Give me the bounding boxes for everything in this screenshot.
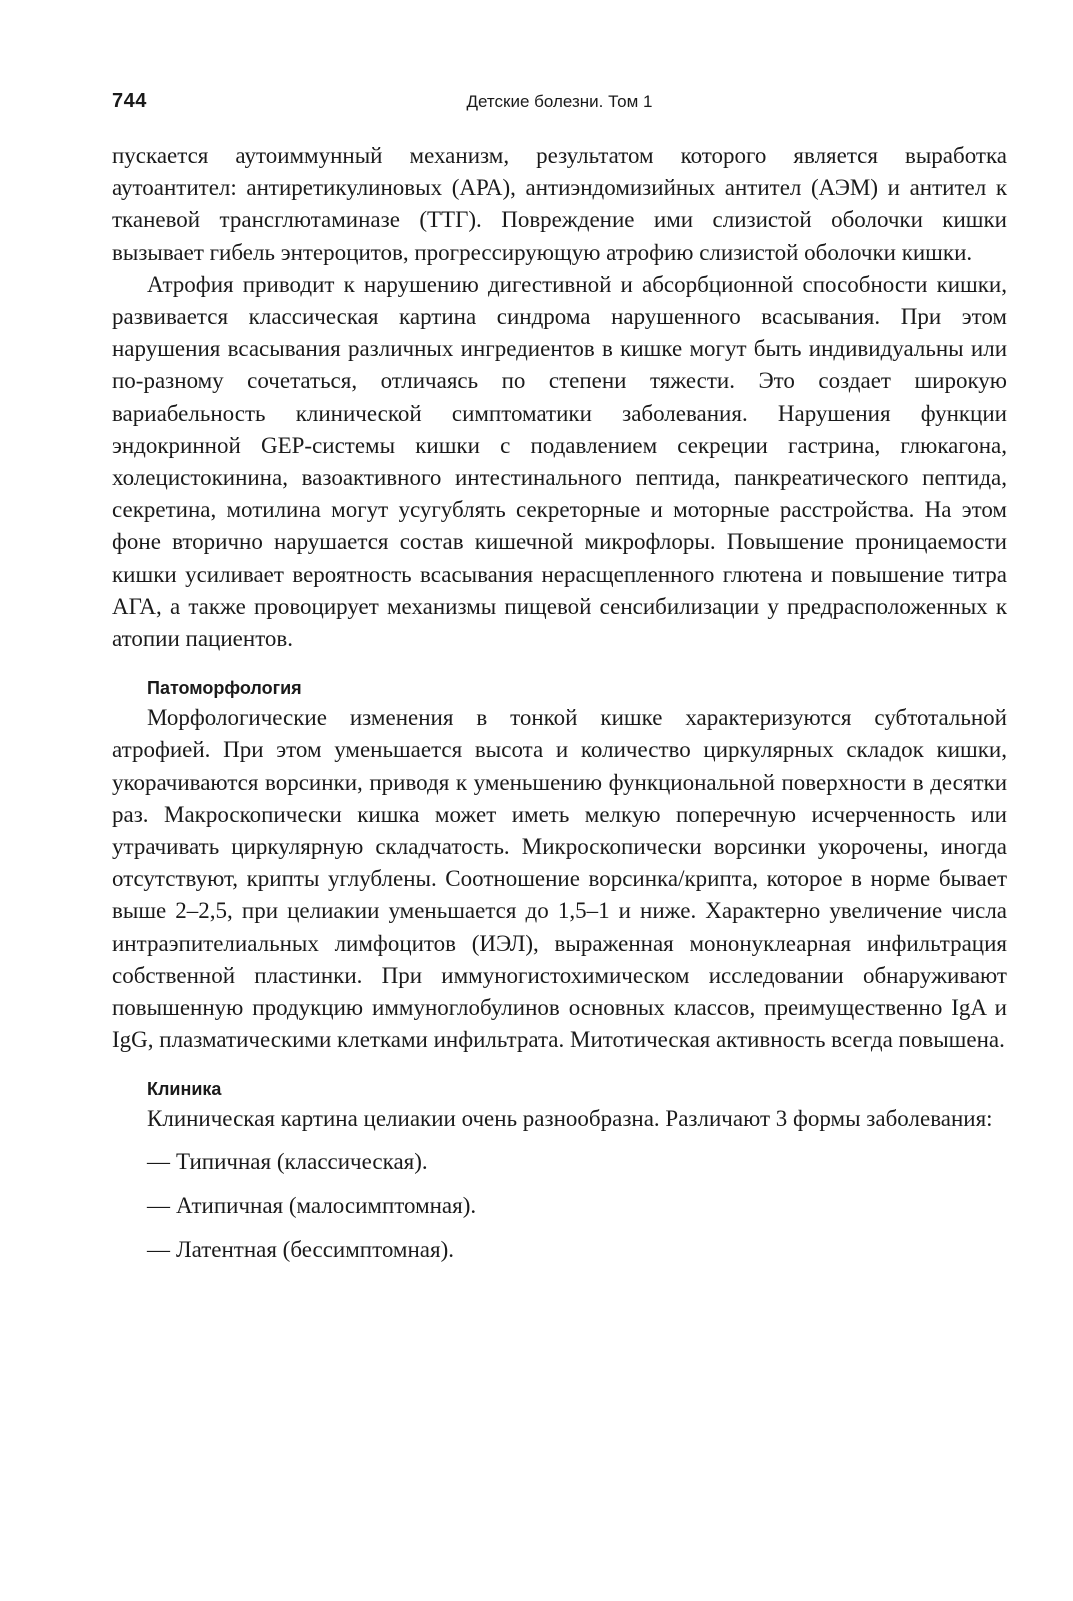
list-item-text: Типичная (классическая). (176, 1148, 428, 1174)
section-heading-pathomorphology: Патоморфология (147, 678, 302, 699)
page-number: 744 (112, 90, 147, 112)
list-dash: — (147, 1237, 170, 1263)
paragraph-pathomorphology: Морфологические изменения в тонкой кишке характеризуются субтотальной атрофией. При этом уменьшается высота и количество циркулярных складок кишки, укорачиваются ворсинки, приводя к уменьшению функциональной поверхности в десятки раз. Макроскопически кишка может иметь мелкую поперечную исчерченность или утрачивать циркулярную складчатость. Микроскопически ворсинки укорочены, иногда отсутствуют, крипты углублены. Соотношение ворсинка/крипта, которое в норме бывает выше 2–2,5, при целиакии уменьшается до 1,5–1 и ниже. Характерно увеличение числа интраэпителиальных лимфоцитов (ИЭЛ), выраженная мононуклеарная инфильтрация собственной пластинки. При иммуногистохимическом исследовании обнаруживают повышенную продукцию иммуноглобулинов основных классов, преимущественно IgA и IgG, плазматическими клетками инфильтрата. Митотическая активность всегда повышена. (112, 705, 1007, 1053)
running-header (112, 88, 1007, 122)
list-item-text: Атипичная (малосимптомная). (176, 1192, 477, 1218)
list-item (112, 1234, 1007, 1266)
book-title: Детские болезни. Том 1 (466, 92, 653, 111)
list-dash: — (147, 1148, 170, 1174)
section-heading-clinic: Клиника (147, 1079, 222, 1100)
paragraph-continued: пускается аутоиммунный механизм, результатом которого является выработка аутоантител: антиретикулиновых (АРА), антиэндомизийных антител (АЭМ) и антител к тканевой трансглютаминазе (ТТГ). Повреждение ими слизистой оболочки кишки вызывает гибель энтероцитов, прогрессирующую атрофию слизистой оболочки кишки. (112, 143, 1007, 265)
list-item (112, 1190, 1007, 1222)
list-item (112, 1146, 1007, 1178)
page-body (112, 140, 1007, 1278)
paragraph-clinic: Клиническая картина целиакии очень разнообразна. Различают 3 формы заболевания: (147, 1106, 993, 1132)
forms-list (112, 1146, 1007, 1267)
paragraph-atrophy: Атрофия приводит к нарушению дигестивной и абсорбционной способности кишки, развивается классическая картина синдрома нарушенного всасывания. При этом нарушения всасывания различных ингредиентов в кишке могут быть индивидуальны или по-разному сочетаться, отличаясь по степени тяжести. Это создает широкую вариабельность клинической симптоматики заболевания. Нарушения функции эндокринной GEP-системы кишки с подавлением секреции гастрина, глюкагона, холецистокинина, вазоактивного интестинального пептида, панкреатического пептида, секретина, мотилина могут усугублять секреторные и моторные расстройства. На этом фоне вторично нарушается состав кишечной микрофлоры. Повышение проницаемости кишки усиливает вероятность всасывания нерасщепленного глютена и повышение титра АГА, а также провоцирует механизмы пищевой сенсибилизации у предрасположенных к атопии пациентов. (112, 271, 1007, 652)
list-item-text: Латентная (бессимптомная). (176, 1237, 454, 1263)
list-dash: — (147, 1192, 170, 1218)
